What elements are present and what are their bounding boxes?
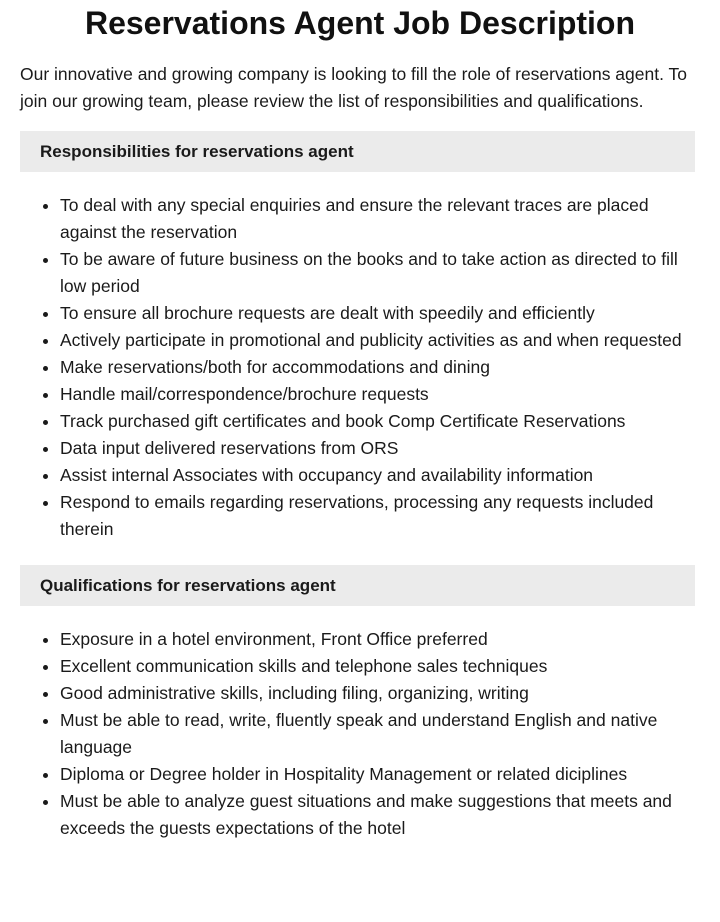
list-item: • Make reservations/both for accommodations and dining [60,354,695,381]
list-item: • Data input delivered reservations from ORS [60,435,695,462]
list-item: • Diploma or Degree holder in Hospitality Management or related diciplines [60,761,695,788]
list-item: • Assist internal Associates with occupancy and availability information [60,462,695,489]
qualifications-heading: Qualifications for reservations agent [20,565,695,606]
list-item: • Good administrative skills, including filing, organizing, writing [60,680,695,707]
list-item: • Must be able to analyze guest situations and make suggestions that meets and exceeds the guests expectations of the hotel [60,788,695,842]
list-item: • Respond to emails regarding reservations, processing any requests included therein [60,489,695,543]
page-title: Reservations Agent Job Description [84,5,636,41]
responsibilities-heading: Responsibilities for reservations agent [20,131,695,172]
list-item: • Actively participate in promotional and publicity activities as and when requested [60,327,695,354]
responsibilities-list [20,192,695,543]
list-item: • Exposure in a hotel environment, Front Office preferred [60,626,695,653]
list-item: • To ensure all brochure requests are dealt with speedily and efficiently [60,300,695,327]
qualifications-list [20,626,695,842]
list-item: • To deal with any special enquiries and ensure the relevant traces are placed against the reservation [60,192,695,246]
list-item: • Excellent communication skills and telephone sales techniques [60,653,695,680]
list-item: • Handle mail/correspondence/brochure requests [60,381,695,408]
intro-paragraph: Our innovative and growing company is looking to fill the role of reservations agent. To join our growing team, please review the list of responsibilities and qualifications. [20,64,687,111]
list-item: • Track purchased gift certificates and book Comp Certificate Reservations [60,408,695,435]
list-item: • To be aware of future business on the books and to take action as directed to fill low period [60,246,695,300]
list-item: • Must be able to read, write, fluently speak and understand English and native language [60,707,695,761]
